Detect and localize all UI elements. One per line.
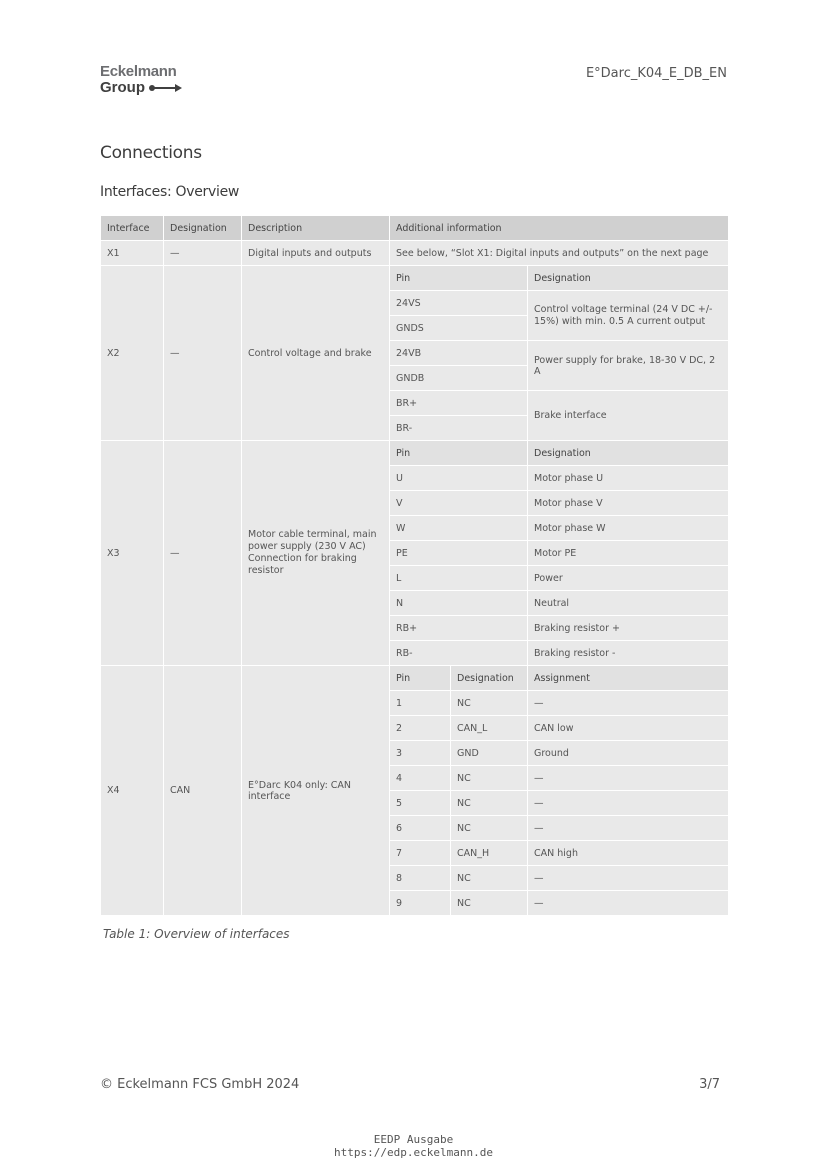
document-id: E°Darc_K04_E_DB_EN: [585, 66, 727, 81]
pin-cell: 1: [390, 691, 451, 716]
pin-cell: 4: [390, 766, 451, 791]
description-cell: E°Darc K04 only: CAN interface: [242, 666, 390, 916]
pin-cell: L: [390, 566, 528, 591]
pin-cell: 6: [390, 816, 451, 841]
pin-designation-cell: Motor phase V: [528, 491, 729, 516]
pin-designation-cell: NC: [451, 866, 528, 891]
designation-cell: CAN: [164, 666, 242, 916]
pin-assignment-cell: Ground: [528, 741, 729, 766]
pin-cell: GNDS: [390, 316, 528, 341]
pin-designation-cell: NC: [451, 791, 528, 816]
pin-designation-cell: Braking resistor +: [528, 616, 729, 641]
description-cell: Control voltage and brake: [242, 266, 390, 441]
pin-cell: BR+: [390, 391, 528, 416]
description-cell: Digital inputs and outputs: [242, 241, 390, 266]
pin-cell: 7: [390, 841, 451, 866]
pin-assignment-cell: CAN low: [528, 716, 729, 741]
description-cell: Motor cable terminal, main power supply (230 V AC) Connection for braking resistor: [242, 441, 390, 666]
pin-designation-cell: Motor phase U: [528, 466, 729, 491]
pin-assignment-cell: —: [528, 691, 729, 716]
table-row: [101, 241, 729, 266]
header-designation: Designation: [164, 216, 242, 241]
logo-line1: Eckelmann: [100, 63, 177, 80]
designation-cell: —: [164, 266, 242, 441]
pin-designation-cell: Motor phase W: [528, 516, 729, 541]
pin-designation-cell: NC: [451, 891, 528, 916]
sub-header-pin: Pin: [390, 666, 451, 691]
pin-cell: N: [390, 591, 528, 616]
pin-cell: PE: [390, 541, 528, 566]
arrow-icon: [149, 83, 183, 93]
pin-designation-cell: CAN_H: [451, 841, 528, 866]
designation-cell: —: [164, 241, 242, 266]
pin-assignment-cell: —: [528, 866, 729, 891]
pin-cell: RB-: [390, 641, 528, 666]
table-caption: Table 1: Overview of interfaces: [103, 927, 290, 941]
interface-cell: X2: [101, 266, 164, 441]
sub-header-pin: Pin: [390, 266, 528, 291]
interface-cell: X3: [101, 441, 164, 666]
pin-group-cell: Power supply for brake, 18-30 V DC, 2 A: [528, 341, 729, 391]
stamp-line1: EEDP Ausgabe: [373, 1133, 454, 1146]
interfaces-table: [100, 215, 729, 916]
pin-cell: 2: [390, 716, 451, 741]
header-interface: Interface: [101, 216, 164, 241]
interface-cell: X4: [101, 666, 164, 916]
sub-header-designation: Designation: [528, 441, 729, 466]
pin-cell: GNDB: [390, 366, 528, 391]
table-row: [101, 441, 729, 466]
subsection-heading: Interfaces: Overview: [100, 184, 240, 200]
header-additional-info: Additional information: [390, 216, 729, 241]
pin-assignment-cell: —: [528, 891, 729, 916]
designation-cell: —: [164, 441, 242, 666]
pin-designation-cell: CAN_L: [451, 716, 528, 741]
table-row: [101, 666, 729, 691]
pin-designation-cell: Neutral: [528, 591, 729, 616]
pin-cell: 3: [390, 741, 451, 766]
header-description: Description: [242, 216, 390, 241]
table-row: [101, 266, 729, 291]
pin-cell: V: [390, 491, 528, 516]
pin-designation-cell: Braking resistor -: [528, 641, 729, 666]
pin-cell: 8: [390, 866, 451, 891]
stamp-url: https://edp.eckelmann.de: [334, 1146, 493, 1159]
edition-stamp: [0, 1133, 827, 1159]
pin-cell: W: [390, 516, 528, 541]
eckelmann-logo: [100, 64, 183, 96]
section-heading: Connections: [100, 143, 202, 163]
pin-assignment-cell: —: [528, 766, 729, 791]
sub-header-designation: Designation: [451, 666, 528, 691]
pin-cell: 5: [390, 791, 451, 816]
sub-header-designation: Designation: [528, 266, 729, 291]
sub-header-pin: Pin: [390, 441, 528, 466]
pin-designation-cell: NC: [451, 816, 528, 841]
pin-designation-cell: GND: [451, 741, 528, 766]
pin-designation-cell: Motor PE: [528, 541, 729, 566]
pin-cell: U: [390, 466, 528, 491]
pin-cell: RB+: [390, 616, 528, 641]
pin-group-cell: Brake interface: [528, 391, 729, 441]
pin-designation-cell: NC: [451, 766, 528, 791]
pin-assignment-cell: —: [528, 791, 729, 816]
info-cell: See below, “Slot X1: Digital inputs and outputs” on the next page: [390, 241, 729, 266]
pin-designation-cell: NC: [451, 691, 528, 716]
pin-assignment-cell: —: [528, 816, 729, 841]
copyright: © Eckelmann FCS GmbH 2024: [100, 1077, 300, 1092]
pin-group-cell: Control voltage terminal (24 V DC +/- 15%) with min. 0.5 A current output: [528, 291, 729, 341]
table-header-row: [101, 216, 729, 241]
logo-line2: Group: [100, 79, 145, 96]
pin-cell: 24VB: [390, 341, 528, 366]
sub-header-assignment: Assignment: [528, 666, 729, 691]
pin-cell: 24VS: [390, 291, 528, 316]
pin-assignment-cell: CAN high: [528, 841, 729, 866]
pin-cell: BR-: [390, 416, 528, 441]
pin-cell: 9: [390, 891, 451, 916]
page-number: 3/7: [699, 1077, 720, 1092]
interface-cell: X1: [101, 241, 164, 266]
pin-designation-cell: Power: [528, 566, 729, 591]
